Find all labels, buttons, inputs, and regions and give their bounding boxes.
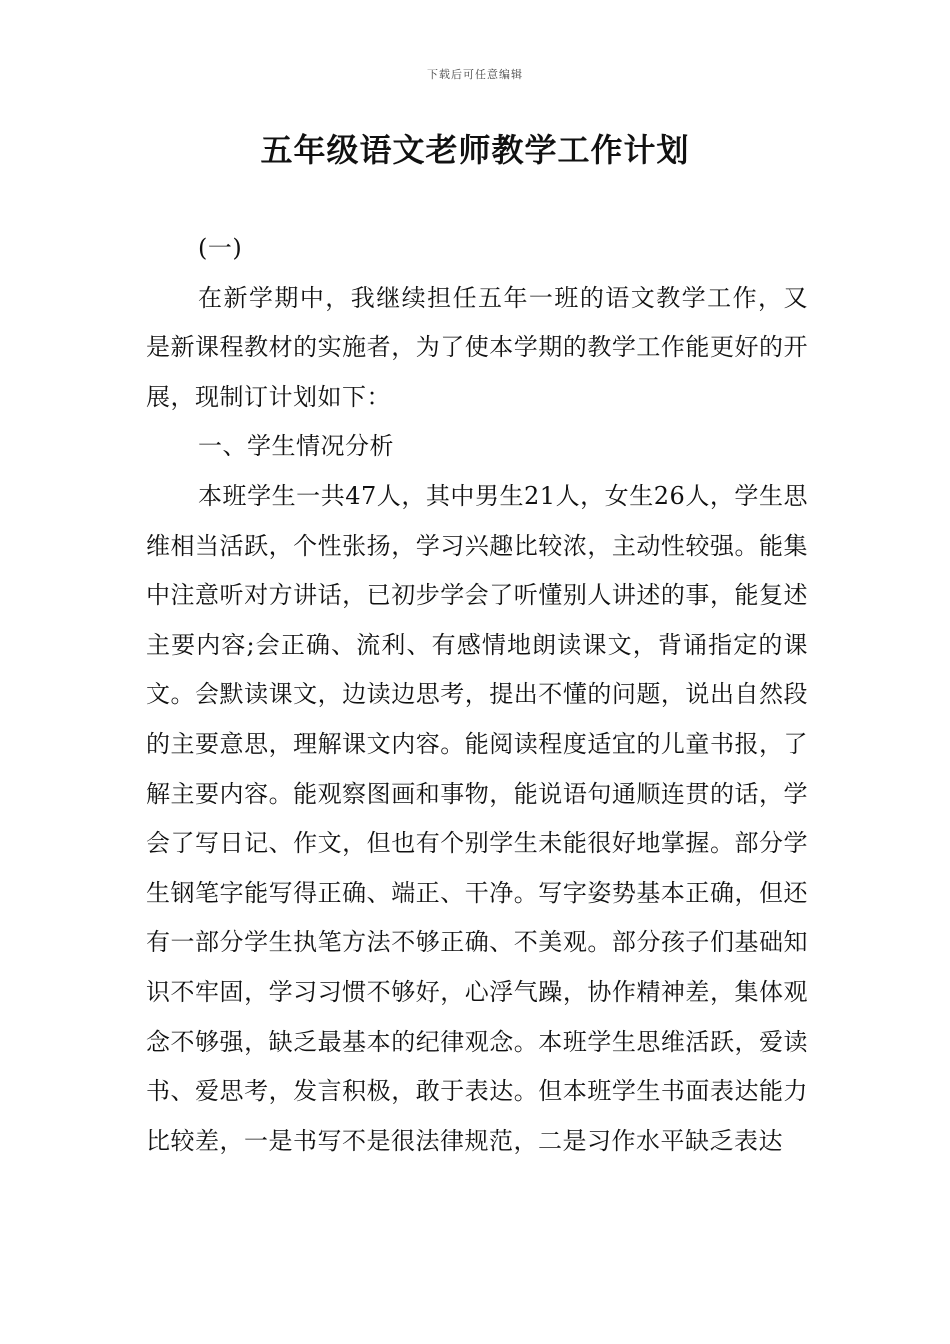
paragraph-section-number: (一) bbox=[198, 234, 243, 262]
paragraph-student-analysis: 本班学生一共47人，其中男生21人，女生26人，学生思维相当活跃，个性张扬，学习兴趣比较浓，主动性较强。能集中注意听对方讲话，已初步学会了听懂别人讲述的事，能复述主要内容;会正确、流利、有感情地朗读课文，背诵指定的课文。会默读课文，边读边思考，提出不懂的问题，说出自然段的主要意思，理解课文内容。能阅读程度适宜的儿童书报，了解主要内容。能观察图画和事物，能说语句通顺连贯的话，学会了写日记、作文，但也有个别学生未能很好地掌握。部分学生钢笔字能写得正确、端正、干净。写字姿势基本正确，但还有一部分学生执笔方法不够正确、不美观。部分孩子们基础知识不牢固，学习习惯不够好，心浮气躁，协作精神差，集体观念不够强，缺乏最基本的纪律观念。本班学生思维活跃，爱读书、爱思考，发言积极，敢于表达。但本班学生书面表达能力比较差，一是书写不是很法律规范，二是习作水平缺乏表达 bbox=[146, 481, 808, 1155]
paragraph-intro: 在新学期中，我继续担任五年一班的语文教学工作，又是新课程教材的实施者，为了使本学期的教学工作能更好的开展，现制订计划如下： bbox=[146, 283, 808, 411]
document-title: 五年级语文老师教学工作计划 bbox=[260, 131, 690, 169]
paragraph-heading-student-analysis: 一、学生情况分析 bbox=[198, 432, 394, 461]
document-body bbox=[146, 224, 808, 1166]
header-note: 下载后可任意编辑 bbox=[427, 68, 523, 81]
